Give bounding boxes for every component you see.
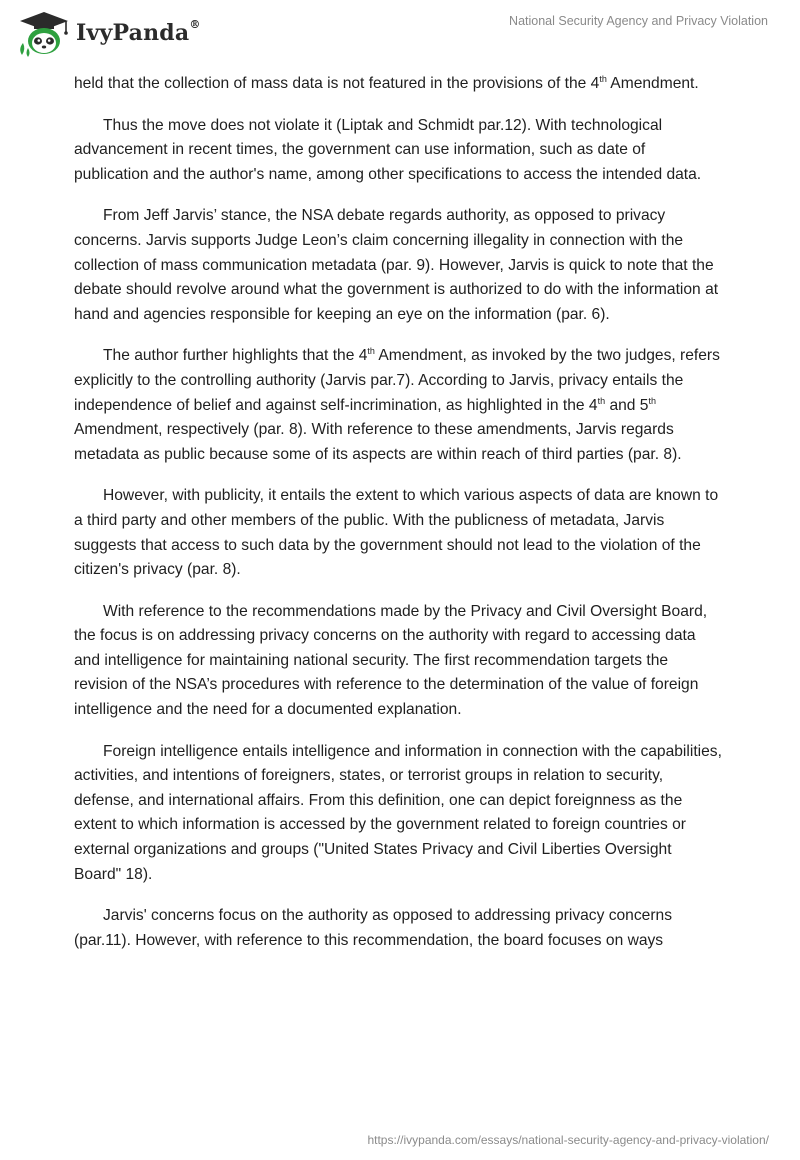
paragraph-7: Foreign intelligence entails intelligence and information in connection with the capabilities, activities, and intentions of foreigners, states, or terrorist groups in relation to security, defense, and international affairs. From this definition, one can depict foreignness as the extent to which information is accessed by the government related to foreign countries or external organizations and groups ("United States Privacy and Civil Liberties Oversight Board" 18). [74, 742, 722, 883]
page-header [0, 0, 800, 70]
paragraph-8: Jarvis' concerns focus on the authority as opposed to addressing privacy concerns (par.11). However, with reference to this recommendation, the board focuses on ways [74, 907, 672, 949]
paragraph-6: With reference to the recommendations made by the Privacy and Civil Oversight Board, the focus is on addressing privacy concerns on the authority with regard to accessing data and intelligence for maintaining national security. The first recommendation targets the revision of the NSA’s procedures with reference to the determination of the value of foreign intelligence and the need for a documented explanation. [74, 602, 708, 719]
essay-body [74, 72, 722, 970]
panda-graduation-cap-icon [14, 8, 70, 58]
paragraph-1: held that the collection of mass data is not featured in the provisions of the 4th Amendment. [74, 73, 699, 92]
ivypanda-logo[interactable] [14, 8, 201, 58]
paragraph-3: From Jeff Jarvis’ stance, the NSA debate regards authority, as opposed to privacy concerns. Jarvis supports Judge Leon’s claim concerning illegality in connection with the collection of mass communication metadata (par. 9). However, Jarvis is quick to note that the debate should revolve around what the government is authorized to do with the information at hand and agencies responsible for keeping an eye on the information (par. 6). [74, 207, 719, 323]
logo-wordmark: IvyPanda® [76, 18, 201, 46]
source-url-link[interactable]: https://ivypanda.com/essays/national-security-agency-and-privacy-violation/ [367, 1133, 769, 1147]
paragraph-2: Thus the move does not violate it (Liptak and Schmidt par.12). With technological advancement in recent times, the government can use information, such as date of publication and the author's name, among other specifications to access the intended data. [74, 116, 702, 183]
paragraph-4: The author further highlights that the 4th Amendment, as invoked by the two judges, refers explicitly to the controlling authority (Jarvis par.7). According to Jarvis, privacy entails the independence of belief and against self-incrimination, as highlighted in the 4th and 5th Amendment, respectively (par. 8). With reference to these amendments, Jarvis regards metadata as public because some of its aspects are within reach of third parties (par. 8). [74, 346, 720, 463]
paragraph-5: However, with publicity, it entails the extent to which various aspects of data are known to a third party and other members of the public. With the publicness of metadata, Jarvis suggests that access to such data by the government should not lead to the violation of the citizen's privacy (par. 8). [74, 487, 719, 579]
document-title: National Security Agency and Privacy Violation [509, 14, 768, 28]
